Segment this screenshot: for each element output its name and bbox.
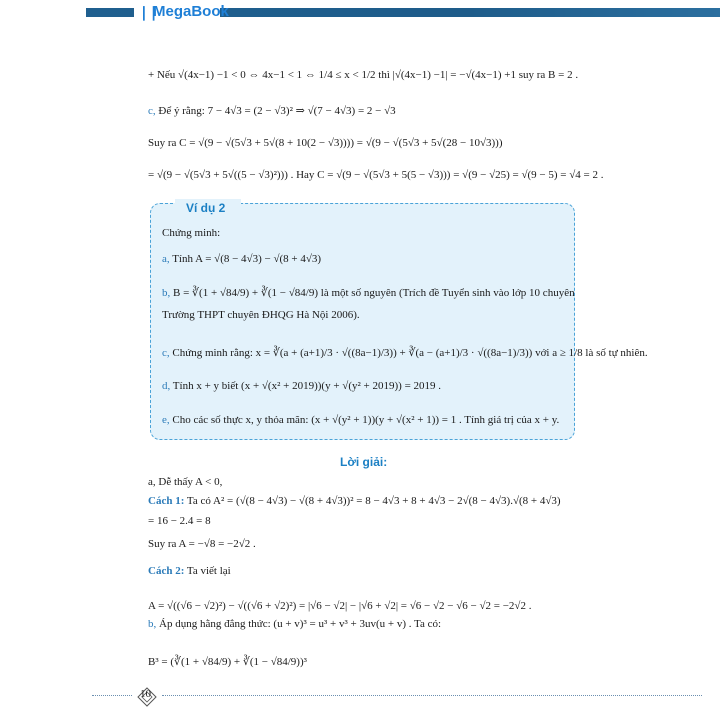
solution-line-3: = 16 − 2.4 = 8 [148, 515, 211, 527]
logo-text: MegaBook [153, 3, 229, 20]
example-item-c-body: Chứng minh rằng: x = ∛(a + (a+1)/3 · √((8a−1)/3)) + ∛(a − (a+1)/3 · √((8a−1)/3)) với a ≥ 1/8 là số tự nhiên. [169, 347, 648, 359]
solution-line-8: B³ = (∛(1 + √84/9) + ∛(1 − √84/9))³ [148, 656, 307, 668]
footer-divider-left [92, 695, 132, 696]
solution-line-5-body: Ta viết lại [184, 565, 231, 577]
text-line-4: = √(9 − √(5√3 + 5√((5 − √3)²))) . Hay C = √(9 − √(5√3 + 5(5 − √3))) = √(9 − √25) = √(9 − 5) = √4 = 2 . [148, 169, 604, 181]
footer-divider-right [162, 695, 702, 696]
example-item-b [162, 286, 575, 300]
example-item-d-body: Tính x + y biết (x + √(x² + 2019))(y + √(y² + 2019)) = 2019 . [170, 380, 442, 392]
example-item-c [162, 346, 648, 360]
solution-line-4: Suy ra A = −√8 = −2√2 . [148, 538, 256, 550]
method-label-1: Cách 1: [148, 495, 185, 507]
page-header [0, 0, 720, 26]
solution-line-7-body: Áp dụng hằng đẳng thức: (u + v)³ = u³ + v³ + 3uv(u + v) . Ta có: [156, 618, 442, 630]
solution-line-1: a, Dễ thấy A < 0, [148, 476, 223, 488]
example-item-b-cont: Trường THPT chuyên ĐHQG Hà Nội 2006). [162, 309, 360, 321]
item-label-b2: b, [148, 618, 157, 630]
item-label-e: e, [162, 414, 170, 426]
example-item-a-body: Tính A = √(8 − 4√3) − √(8 + 4√3) [169, 253, 322, 265]
solution-line-2-body: Ta có A² = (√(8 − 4√3) − √(8 + 4√3))² = 8 − 4√3 + 8 + 4√3 − 2√(8 − 4√3).√(8 + 4√3) [184, 495, 561, 507]
example-item-a [162, 252, 321, 266]
method-label-2: Cách 2: [148, 565, 185, 577]
solution-title: Lời giải: [340, 455, 388, 469]
text-line-2-body: Để ý rằng: 7 − 4√3 = (2 − √3)² ⇒ √(7 − 4√3) = 2 − √3 [155, 105, 396, 117]
solution-line-5 [148, 564, 231, 578]
solution-line-6: A = √((√6 − √2)²) − √((√6 + √2)²) = |√6 − √2| − |√6 + √2| = √6 − √2 − √6 − √2 = −2√2 . [148, 600, 532, 612]
text-line-3: Suy ra C = √(9 − √(5√3 + 5√(8 + 10(2 − √3)))) = √(9 − √(5√3 + 5√(28 − 10√3))) [148, 137, 503, 149]
item-label-c: c, [148, 105, 156, 117]
text-line-1: + Nếu √(4x−1) −1 < 0 ⇔ 4x−1 < 1 ⇔ 1/4 ≤ x < 1/2 thì |√(4x−1) −1| = −√(4x−1) +1 suy ra B = 2 . [148, 69, 579, 81]
example-item-d [162, 379, 441, 393]
example-item-e-body: Cho các số thực x, y thỏa mãn: (x + √(y² + 1))(y + √(x² + 1)) = 1 . Tính giá trị của x + y. [169, 414, 560, 426]
text-line-2 [148, 104, 396, 118]
example-intro: Chứng minh: [162, 227, 221, 239]
item-label-b: b, [162, 287, 171, 299]
example-item-b-body: B = ∛(1 + √84/9) + ∛(1 − √84/9) là một số nguyên (Trích đề Tuyển sinh vào lớp 10 chuyên [170, 287, 575, 299]
solution-line-2 [148, 494, 561, 508]
solution-line-7 [148, 617, 441, 631]
example-item-e [162, 413, 559, 427]
item-label-c2: c, [162, 347, 170, 359]
item-label-a: a, [162, 253, 170, 265]
page-number: 10 [140, 688, 151, 700]
item-label-d: d, [162, 380, 171, 392]
logo-icon: ❘❘ [138, 4, 158, 20]
example-title: Ví dụ 2 [186, 201, 226, 215]
